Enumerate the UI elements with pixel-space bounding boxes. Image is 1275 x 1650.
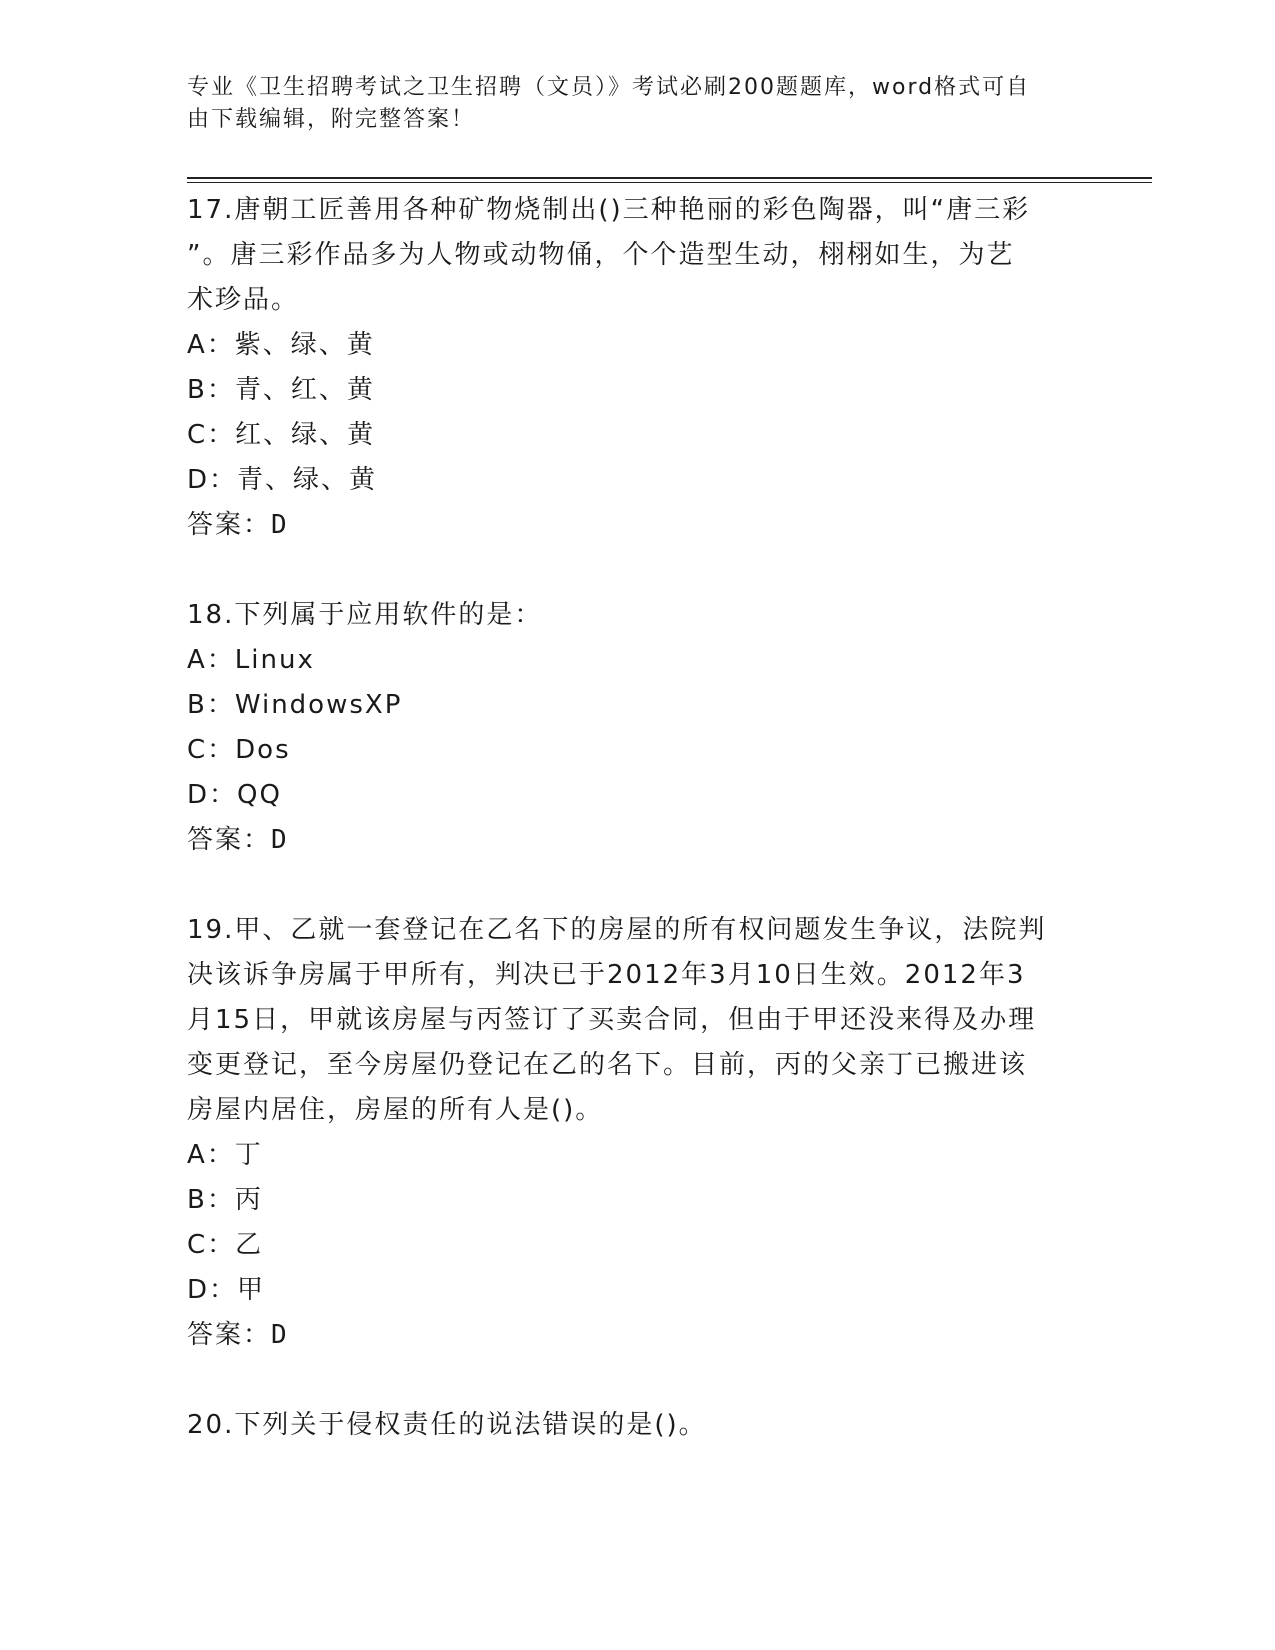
question-18 (187, 593, 1087, 863)
question-text-line: 房屋内居住，房屋的所有人是()。 (187, 1095, 604, 1125)
question-text-line: 18.下列属于应用软件的是： (187, 600, 543, 630)
answer-line: 答案：D (187, 510, 289, 540)
option-d: D：甲 (187, 1275, 266, 1305)
question-text-line: ”。唐三彩作品多为人物或动物俑，个个造型生动，栩栩如生，为艺 (187, 240, 1015, 270)
option-c: C：Dos (187, 735, 291, 765)
question-text-line: 变更登记，至今房屋仍登记在乙的名下。目前，丙的父亲丁已搬进该 (187, 1050, 1028, 1080)
header-divider-thick (187, 177, 1152, 179)
question-17 (187, 188, 1087, 548)
question-list (187, 188, 1087, 1493)
option-c: C：红、绿、黄 (187, 420, 376, 450)
question-text-line: 19.甲、乙就一套登记在乙名下的房屋的所有权问题发生争议，法院判 (187, 915, 1047, 945)
question-text-line: 术珍品。 (187, 285, 300, 315)
answer-line: 答案：D (187, 825, 289, 855)
option-d: D：青、绿、黄 (187, 465, 378, 495)
document-header (187, 72, 1067, 136)
question-text-line: 20.下列关于侵权责任的说法错误的是()。 (187, 1410, 707, 1440)
option-d: D：QQ (187, 780, 282, 810)
option-a: A：Linux (187, 645, 315, 675)
option-b: B：丙 (187, 1185, 263, 1215)
question-text-line: 决该诉争房属于甲所有，判决已于2012年3月10日生效。2012年3 (187, 960, 1026, 990)
question-20 (187, 1403, 1087, 1448)
option-a: A：丁 (187, 1140, 263, 1170)
option-a: A：紫、绿、黄 (187, 330, 375, 360)
question-19 (187, 908, 1087, 1358)
header-line-1: 专业《卫生招聘考试之卫生招聘（文员）》考试必刷200题题库，word格式可自 (187, 75, 1031, 100)
question-text-line: 月15日，甲就该房屋与丙签订了买卖合同，但由于甲还没来得及办理 (187, 1005, 1037, 1035)
header-line-2: 由下载编辑，附完整答案！ (187, 107, 476, 132)
answer-line: 答案：D (187, 1320, 289, 1350)
option-b: B：WindowsXP (187, 690, 403, 720)
header-divider-thin (187, 182, 1152, 183)
option-b: B：青、红、黄 (187, 375, 375, 405)
question-text-line: 17.唐朝工匠善用各种矿物烧制出()三种艳丽的彩色陶器，叫“唐三彩 (187, 195, 1031, 225)
option-c: C：乙 (187, 1230, 264, 1260)
